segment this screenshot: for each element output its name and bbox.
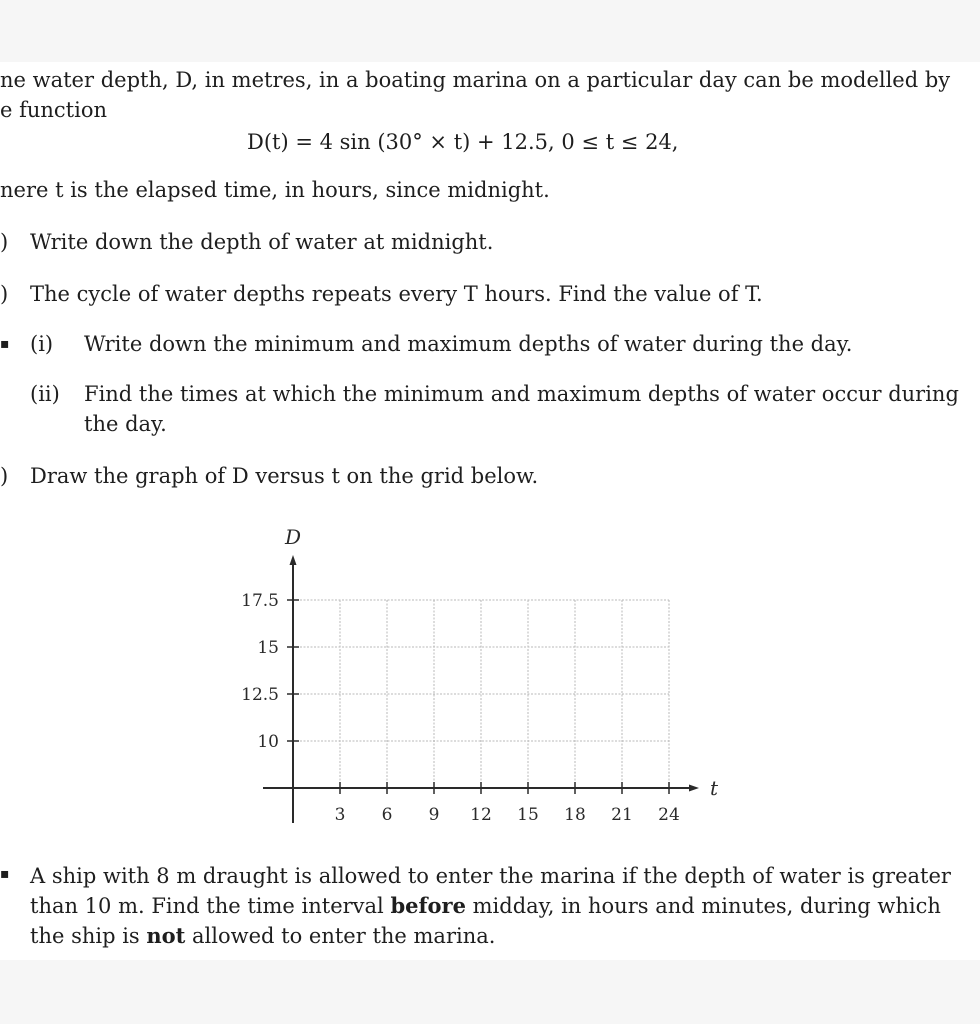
x-tick-label: 12 [470, 805, 492, 825]
depth-formula [247, 128, 678, 156]
x-tick-label: 18 [564, 805, 586, 825]
question-c-ii-line-1: Find the times at which the minimum and maximum depths of water occur during [84, 382, 959, 406]
intro-line-1-text: ne water depth, D, in metres, in a boating marina on a particular day can be modelled by [0, 68, 951, 92]
x-tick-label: 9 [428, 805, 440, 825]
question-e-dot: ▪ [0, 866, 10, 882]
question-b-marker: ) [0, 282, 9, 306]
question-d-marker: ) [0, 464, 9, 488]
question-e-line-3-end: allowed to enter the marina. [185, 924, 496, 948]
intro-line-2 [0, 96, 107, 124]
x-tick-label: 6 [381, 805, 393, 825]
y-tick-label: 12.5 [241, 685, 279, 705]
question-c-i-marker: (i) [30, 332, 54, 356]
y-axis-label: D [284, 525, 302, 549]
question-e-emphasis-before: before [390, 893, 466, 918]
graph-axes [263, 525, 719, 823]
graph-ticks [241, 591, 680, 825]
question-e-line-1: A ship with 8 m draught is allowed to enter the marina if the depth of water is greater [30, 864, 951, 888]
question-b-text: The cycle of water depths repeats every T hours. Find the value of T. [30, 282, 763, 306]
question-d-text: Draw the graph of D versus t on the grid below. [30, 464, 539, 488]
y-tick-label: 10 [257, 732, 279, 752]
x-axis-label: t [709, 776, 719, 800]
x-axis-arrow [689, 785, 699, 792]
intro-line-2-text: e function [0, 98, 108, 122]
intro-line-1 [0, 66, 950, 94]
question-e-line-3 [30, 922, 495, 950]
x-tick-label: 15 [517, 805, 539, 825]
depth-graph [220, 517, 760, 847]
x-tick-label: 3 [334, 805, 346, 825]
graph-grid [293, 600, 669, 788]
question-c-i-text: Write down the minimum and maximum depths of water during the day. [84, 332, 853, 356]
question-sheet [0, 62, 980, 960]
question-e-line-2 [30, 892, 941, 920]
question-e-line-2-end: midday, in hours and minutes, during which [465, 894, 941, 918]
depth-formula-text: D(t) = 4 sin (30° × t) + 12.5, 0 ≤ t ≤ 24, [247, 130, 679, 154]
y-axis-arrow [290, 555, 297, 565]
question-e-emphasis-not: not [146, 923, 186, 948]
question-e-line-3-start: the ship is [30, 924, 147, 948]
question-c-ii-line-2: the day. [84, 412, 167, 436]
intro-line-3-text: nere t is the elapsed time, in hours, since midnight. [0, 178, 550, 202]
y-tick-label: 17.5 [241, 591, 279, 611]
question-a-text: Write down the depth of water at midnight. [30, 230, 494, 254]
question-c-dot: ▪ [0, 336, 10, 352]
intro-line-3 [0, 176, 550, 204]
question-c-ii-marker: (ii) [30, 382, 60, 406]
x-tick-label: 24 [658, 805, 680, 825]
x-tick-label: 21 [611, 805, 633, 825]
question-e-line-2-start: than 10 m. Find the time interval [30, 894, 391, 918]
y-tick-label: 15 [257, 638, 279, 658]
question-a-marker: ) [0, 230, 9, 254]
